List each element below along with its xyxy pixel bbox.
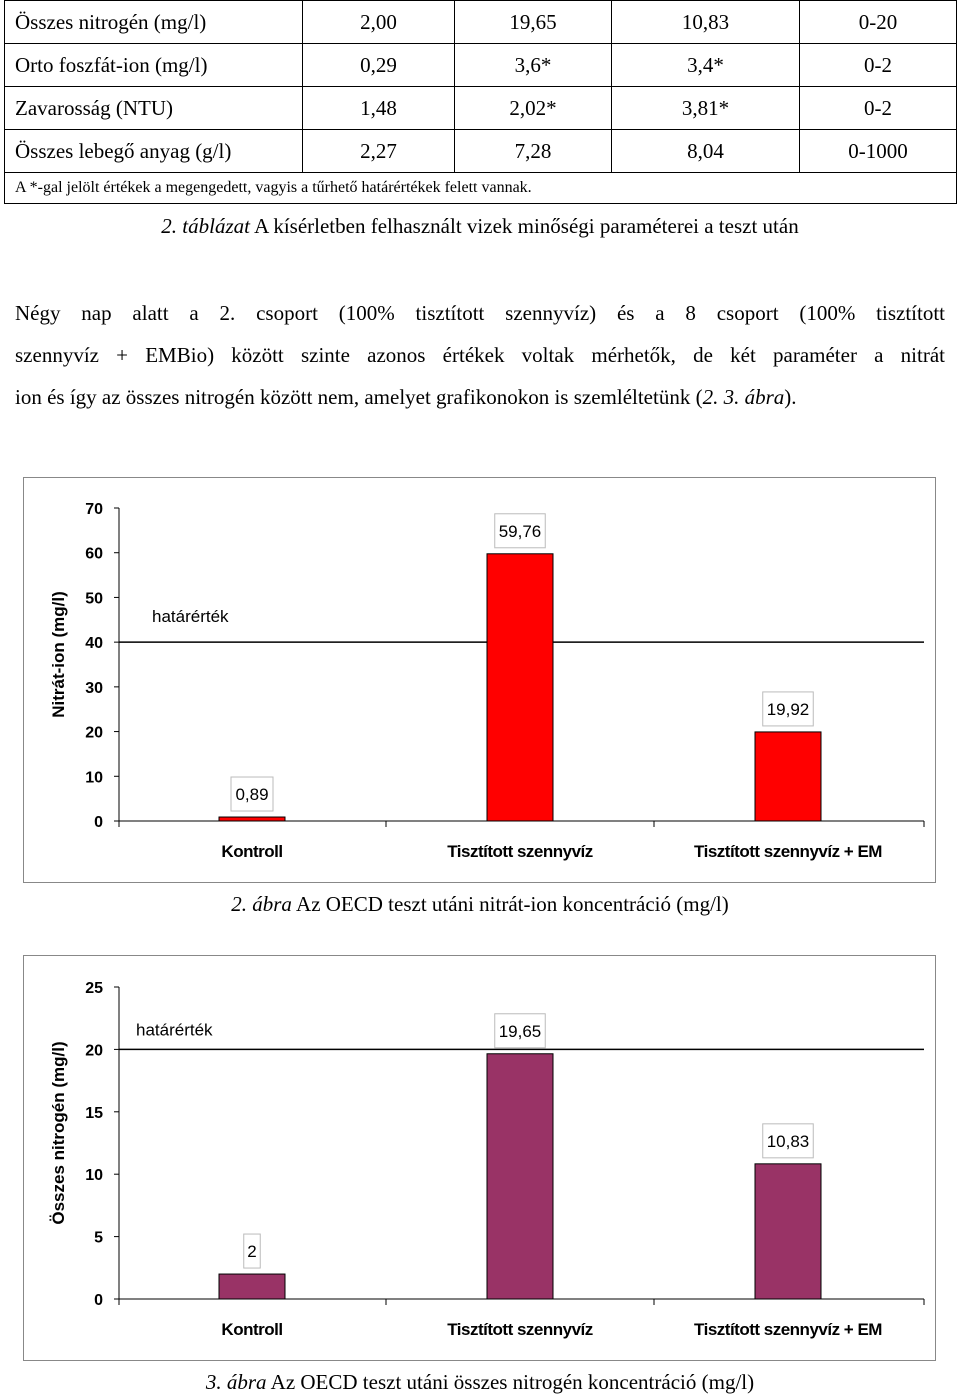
y-tick-label: 15 — [85, 1104, 103, 1122]
data-label: 10,83 — [766, 1131, 810, 1151]
nitrate-chart-svg — [24, 478, 935, 882]
table-cell: Orto foszfát-ion (mg/l) — [5, 44, 303, 87]
category-label: Tisztított szennyvíz — [447, 1320, 593, 1339]
y-tick-label: 10 — [85, 769, 103, 787]
table-cell: 10,83 — [612, 1, 800, 44]
bar — [219, 817, 285, 821]
category-label: Tisztított szennyvíz + EM — [694, 1320, 882, 1339]
figure-caption-text: Az OECD teszt utáni összes nitrogén koncentráció (mg/l) — [266, 1370, 755, 1394]
limit-label: határérték — [152, 607, 229, 627]
y-tick-label: 70 — [85, 501, 103, 518]
figure-caption — [0, 1370, 960, 1395]
y-tick-label: 40 — [85, 635, 103, 653]
category-label: Tisztított szennyvíz + EM — [694, 842, 882, 861]
quality-table — [4, 0, 957, 204]
y-tick-label: 20 — [85, 724, 103, 742]
data-label: 19,65 — [498, 1021, 542, 1041]
y-tick-label: 10 — [85, 1167, 103, 1185]
body-paragraph — [15, 292, 945, 418]
table-cell: Összes nitrogén (mg/l) — [5, 1, 303, 44]
paragraph-line: Négy nap alatt a 2. csoport (100% tisztított szennyvíz) és a 8 csoport (100% tisztított — [15, 301, 945, 325]
figure-caption-number: 3. ábra — [205, 1370, 267, 1394]
table-cell: 19,65 — [455, 1, 612, 44]
table-cell: 8,04 — [612, 130, 800, 173]
y-tick-label: 50 — [85, 590, 103, 608]
figure-reference: 2. 3. ábra — [702, 385, 785, 409]
bar — [487, 1054, 553, 1299]
table-cell: 0-20 — [800, 1, 957, 44]
table-cell: Összes lebegő anyag (g/l) — [5, 130, 303, 173]
table-cell: 3,4* — [612, 44, 800, 87]
data-label: 19,92 — [766, 699, 810, 719]
y-tick-label: 20 — [85, 1042, 103, 1060]
table-row — [5, 130, 957, 173]
y-tick-label: 60 — [85, 545, 103, 563]
table-cell: 0,29 — [303, 44, 455, 87]
figure-caption-number: 2. ábra — [231, 892, 292, 916]
bar — [487, 554, 553, 821]
table-note-row — [5, 173, 957, 204]
table-cell: 0-2 — [800, 44, 957, 87]
category-label: Kontroll — [221, 1320, 283, 1339]
nitrate-chart — [23, 477, 936, 883]
table-cell: 7,28 — [455, 130, 612, 173]
figure-caption-text: Az OECD teszt utáni nitrát-ion koncentráció (mg/l) — [291, 892, 729, 916]
y-axis-label: Összes nitrogén (mg/l) — [49, 1041, 68, 1225]
paragraph-line — [15, 376, 945, 418]
table-cell: Zavarosság (NTU) — [5, 87, 303, 130]
y-tick-label: 0 — [94, 1292, 103, 1309]
category-label: Kontroll — [221, 842, 283, 861]
bar — [755, 1164, 821, 1299]
bar — [219, 1274, 285, 1299]
y-tick-label: 5 — [94, 1229, 103, 1247]
paragraph-line: szennyvíz + EMBio) között szinte azonos értékek voltak mérhetők, de két paraméter a nitrát — [15, 343, 945, 367]
table-row — [5, 1, 957, 44]
table-row — [5, 87, 957, 130]
category-label: Tisztított szennyvíz — [447, 842, 593, 861]
y-tick-label: 0 — [94, 814, 103, 831]
table-cell: 2,27 — [303, 130, 455, 173]
paragraph-text: ). — [784, 385, 797, 409]
nitrogen-chart — [23, 955, 936, 1361]
y-axis-label: Nitrát-ion (mg/l) — [49, 591, 68, 718]
data-label: 0,89 — [235, 785, 269, 805]
bar — [755, 732, 821, 821]
y-tick-label: 25 — [85, 980, 103, 997]
limit-label: határérték — [136, 1020, 213, 1040]
nitrogen-chart-svg — [24, 956, 935, 1360]
table-note: A *-gal jelölt értékek a megengedett, vagyis a tűrhető határértékek felett vannak. — [5, 173, 957, 204]
data-label: 2 — [247, 1242, 257, 1262]
table-caption-number: 2. táblázat — [161, 214, 250, 238]
table-cell: 1,48 — [303, 87, 455, 130]
table-cell: 2,00 — [303, 1, 455, 44]
figure-caption — [0, 892, 960, 917]
table-cell: 0-2 — [800, 87, 957, 130]
y-tick-label: 30 — [85, 679, 103, 697]
table-cell: 0-1000 — [800, 130, 957, 173]
table-caption-text: A kísérletben felhasznált vizek minőségi paraméterei a teszt után — [249, 214, 799, 238]
table-cell: 3,6* — [455, 44, 612, 87]
table-cell: 2,02* — [455, 87, 612, 130]
data-label: 59,76 — [498, 521, 542, 541]
table-caption — [0, 214, 960, 239]
paragraph-text: ion és így az összes nitrogén között nem, amelyet grafikonokon is szemléltetünk ( — [15, 385, 703, 409]
table-row — [5, 44, 957, 87]
table-cell: 3,81* — [612, 87, 800, 130]
